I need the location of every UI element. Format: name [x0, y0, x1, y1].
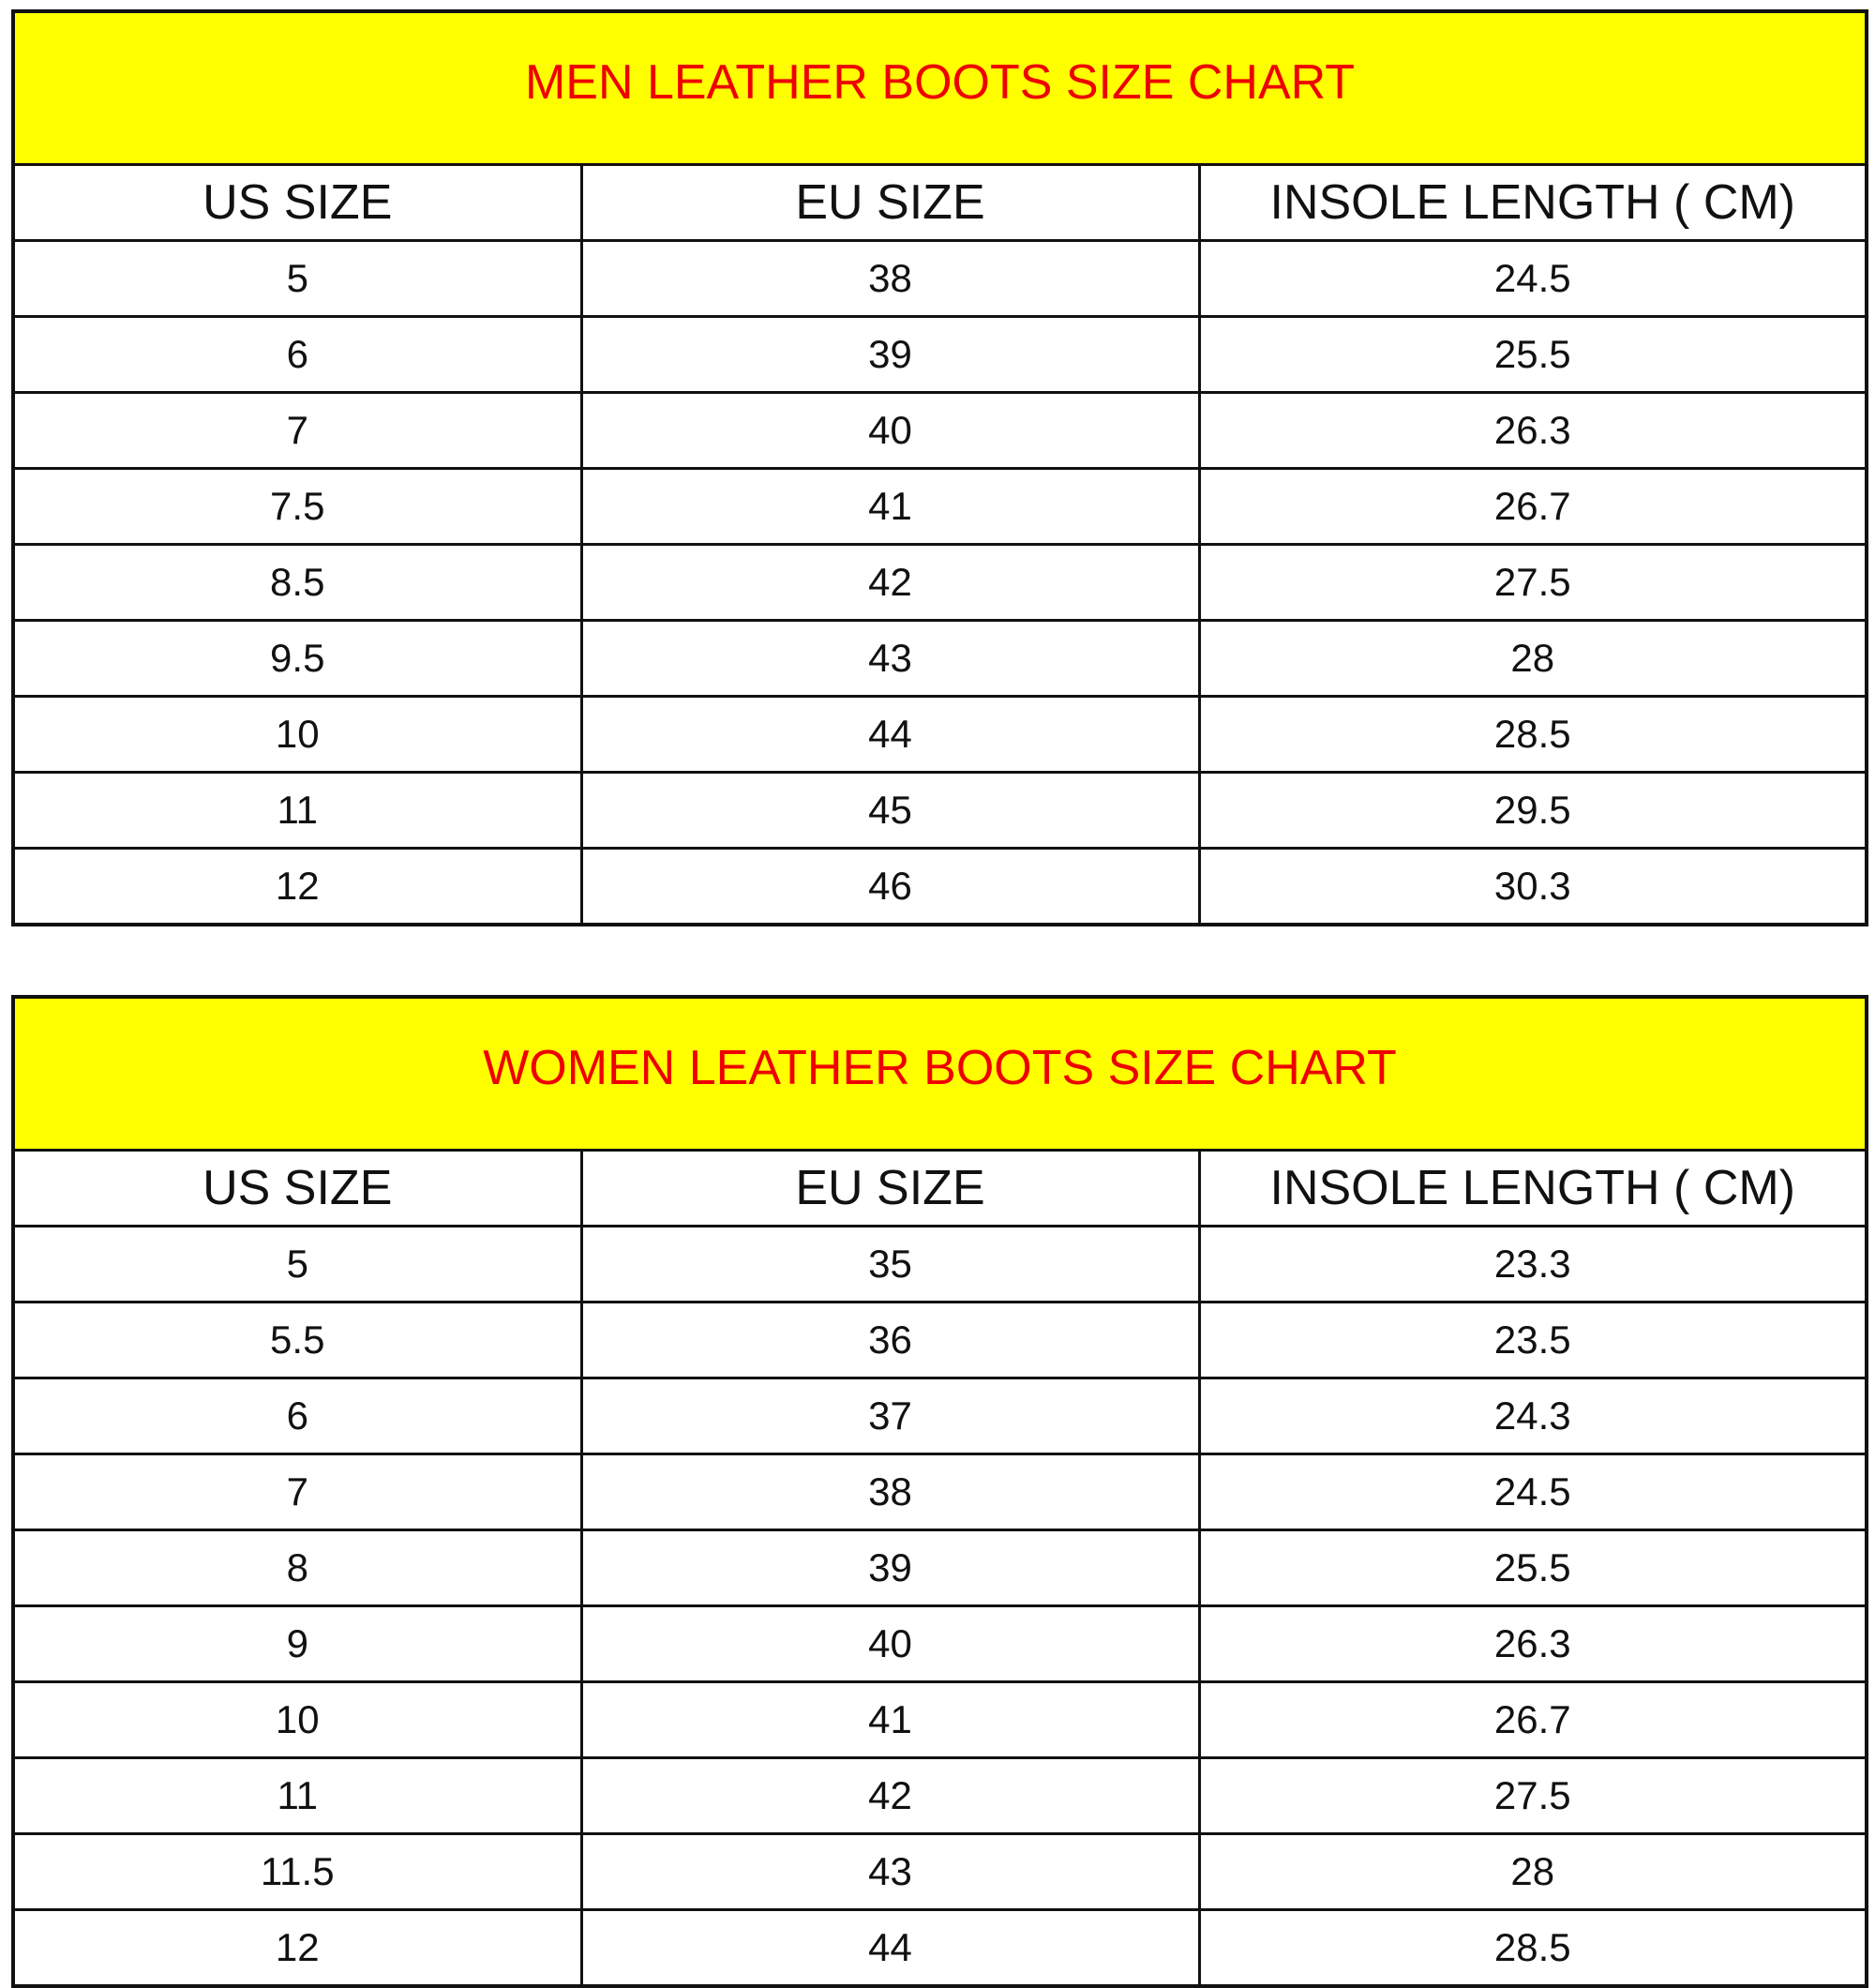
eu-size-cell: 41: [581, 1682, 1199, 1758]
us-size-cell: 6: [13, 317, 581, 393]
men-title-row: [13, 11, 1867, 165]
women-header-eu-size: EU SIZE: [581, 1151, 1199, 1227]
table-row: [13, 621, 1867, 697]
us-size-cell: 9: [13, 1606, 581, 1682]
table-row: [13, 773, 1867, 849]
men-chart-title-text: MEN LEATHER BOOTS SIZE CHART: [524, 55, 1356, 110]
insole-length-cell: 26.3: [1199, 1606, 1867, 1682]
us-size-cell: 7: [13, 1454, 581, 1530]
insole-length-cell: 24.3: [1199, 1378, 1867, 1454]
table-row: [13, 697, 1867, 773]
insole-length-cell: 24.5: [1199, 241, 1867, 317]
table-row: [13, 317, 1867, 393]
insole-length-cell: 27.5: [1199, 545, 1867, 621]
eu-size-cell: 38: [581, 241, 1199, 317]
insole-length-cell: 26.7: [1199, 469, 1867, 545]
us-size-cell: 11: [13, 773, 581, 849]
eu-size-cell: 41: [581, 469, 1199, 545]
eu-size-cell: 43: [581, 621, 1199, 697]
table-row: [13, 1834, 1867, 1910]
eu-size-cell: 35: [581, 1227, 1199, 1303]
table-row: [13, 241, 1867, 317]
men-header-eu-size: EU SIZE: [581, 165, 1199, 241]
us-size-cell: 12: [13, 849, 581, 926]
table-row: [13, 545, 1867, 621]
eu-size-cell: 42: [581, 1758, 1199, 1834]
table-row: [13, 1454, 1867, 1530]
us-size-cell: 7: [13, 393, 581, 469]
table-row: [13, 1910, 1867, 1987]
us-size-cell: 5: [13, 1227, 581, 1303]
us-size-cell: 5.5: [13, 1303, 581, 1378]
insole-length-cell: 29.5: [1199, 773, 1867, 849]
men-header-insole-length: INSOLE LENGTH ( CM): [1199, 165, 1867, 241]
men-chart-title: [13, 11, 1867, 165]
us-size-cell: 10: [13, 1682, 581, 1758]
insole-length-cell: 28: [1199, 1834, 1867, 1910]
eu-size-cell: 37: [581, 1378, 1199, 1454]
us-size-cell: 9.5: [13, 621, 581, 697]
insole-length-cell: 28.5: [1199, 1910, 1867, 1987]
insole-length-cell: 30.3: [1199, 849, 1867, 926]
eu-size-cell: 44: [581, 697, 1199, 773]
us-size-cell: 6: [13, 1378, 581, 1454]
women-chart-title: [13, 997, 1867, 1151]
table-row: [13, 1758, 1867, 1834]
eu-size-cell: 44: [581, 1910, 1199, 1987]
women-header-us-size: US SIZE: [13, 1151, 581, 1227]
insole-length-cell: 23.3: [1199, 1227, 1867, 1303]
insole-length-cell: 25.5: [1199, 317, 1867, 393]
us-size-cell: 10: [13, 697, 581, 773]
women-header-insole-length: INSOLE LENGTH ( CM): [1199, 1151, 1867, 1227]
us-size-cell: 8: [13, 1530, 581, 1606]
table-row: [13, 849, 1867, 926]
us-size-cell: 12: [13, 1910, 581, 1987]
eu-size-cell: 38: [581, 1454, 1199, 1530]
insole-length-cell: 23.5: [1199, 1303, 1867, 1378]
eu-size-cell: 39: [581, 317, 1199, 393]
table-row: [13, 1303, 1867, 1378]
insole-length-cell: 28: [1199, 621, 1867, 697]
table-row: [13, 1530, 1867, 1606]
insole-length-cell: 24.5: [1199, 1454, 1867, 1530]
table-row: [13, 1227, 1867, 1303]
us-size-cell: 5: [13, 241, 581, 317]
insole-length-cell: 25.5: [1199, 1530, 1867, 1606]
us-size-cell: 11: [13, 1758, 581, 1834]
us-size-cell: 11.5: [13, 1834, 581, 1910]
us-size-cell: 7.5: [13, 469, 581, 545]
women-chart-title-text: WOMEN LEATHER BOOTS SIZE CHART: [483, 1041, 1397, 1095]
women-header-row: [13, 1151, 1867, 1227]
eu-size-cell: 42: [581, 545, 1199, 621]
eu-size-cell: 40: [581, 1606, 1199, 1682]
eu-size-cell: 46: [581, 849, 1199, 926]
insole-length-cell: 26.7: [1199, 1682, 1867, 1758]
women-size-chart-table: [11, 995, 1868, 1988]
insole-length-cell: 28.5: [1199, 697, 1867, 773]
eu-size-cell: 40: [581, 393, 1199, 469]
men-header-row: [13, 165, 1867, 241]
table-row: [13, 1378, 1867, 1454]
insole-length-cell: 26.3: [1199, 393, 1867, 469]
men-header-us-size: US SIZE: [13, 165, 581, 241]
men-size-chart-table: [11, 9, 1868, 926]
insole-length-cell: 27.5: [1199, 1758, 1867, 1834]
women-title-row: [13, 997, 1867, 1151]
table-row: [13, 393, 1867, 469]
eu-size-cell: 45: [581, 773, 1199, 849]
us-size-cell: 8.5: [13, 545, 581, 621]
eu-size-cell: 36: [581, 1303, 1199, 1378]
table-row: [13, 1682, 1867, 1758]
eu-size-cell: 39: [581, 1530, 1199, 1606]
table-row: [13, 1606, 1867, 1682]
eu-size-cell: 43: [581, 1834, 1199, 1910]
table-row: [13, 469, 1867, 545]
